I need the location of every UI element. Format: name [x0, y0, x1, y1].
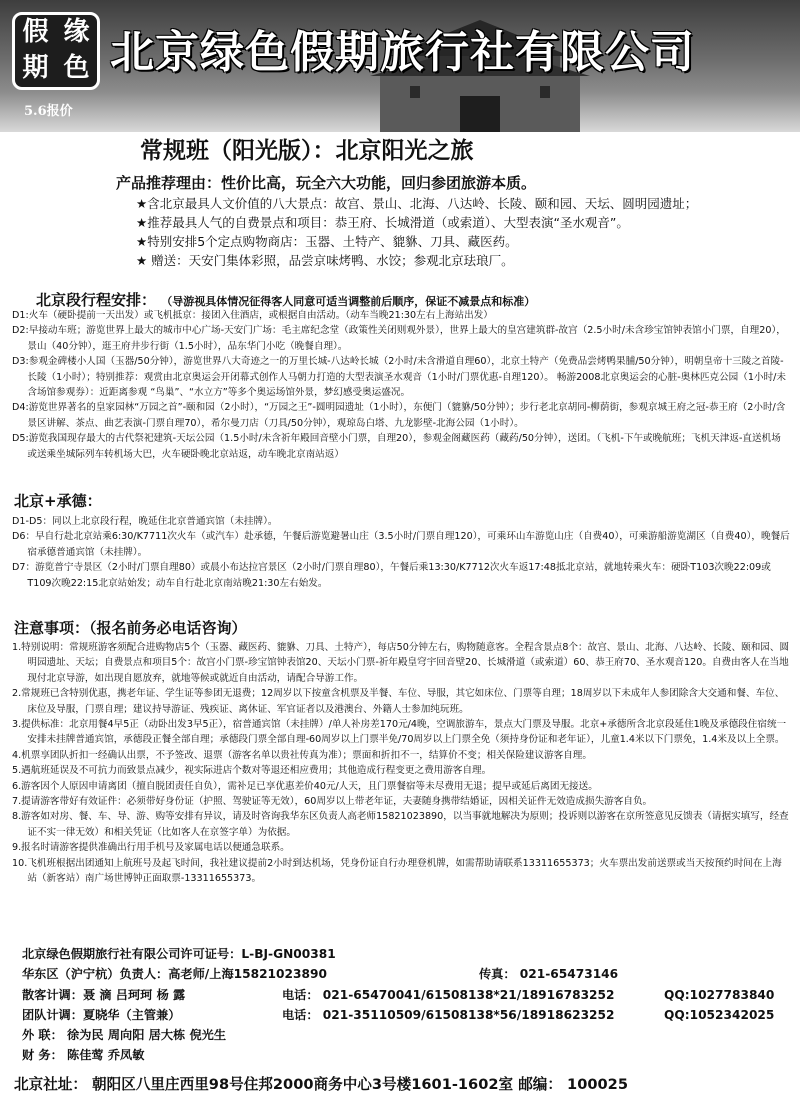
itinerary-heading: [36, 289, 535, 310]
note-item: 3.提供标准：北京用餐4早5正（动卧出发3早5正），宿普通宾馆（未挂牌）/单人补房差170元/4晚，空调旅游车，景点大门票及导服。北京+承德所含北京段延住1晚及承德段住宿统一安排未挂牌普通宾馆，承德段正餐全部自理；承德段门票全部自理-60周岁以上门票半免/70周岁以上门票全免（须持身份证和老年证），儿童1.4米以下门票免，1.4米及以上全票。: [12, 719, 787, 746]
note-item: 1.特别说明：常规班游客须配合进购物店5个（玉器、藏医药、貔貅、刀具、土特产），每店50分钟左右，购物随意客。全程含景点8个：故宫、景山、北海、八达岭、长陵、颐和园、圆明园遗址、天坛；自费景点和项目5个：故宫小门票-珍宝馆钟表馆20、天坛小门票-祈年殿皇穹宇回音壁20、长城滑道（或索道）60、恭王府70、圣水观音120。自费由客人在当地现付北京导游，如出现自愿放弃，就地等候或就近自由活动，请配合导游工作。: [12, 642, 790, 684]
office-address: 北京社址： 朝阳区八里庄西里98号住邦2000商务中心3号楼1601-1602室 邮编： 100025: [14, 1076, 628, 1093]
east-region-row: [22, 964, 792, 984]
note-item: 6.游客因个人原因申请离团（擅自脱团责任自负），需补足已享优惠差价40元/人天，且门票餐宿等未尽费用无退；提早或延后离团无接送。: [12, 780, 598, 792]
highlight-list: [136, 194, 792, 270]
itinerary-note: （导游视具体情况征得客人同意可适当调整前后顺序，保证不减景点和标准）: [161, 295, 536, 308]
note-item: 10.飞机班根据出团通知上航班号及起飞时间，我社建议提前2小时到达机场，凭身份证自行办理登机牌，如需帮助请联系13311655373；火车票出发前送票或当天按预约时间在上海站（新客站）南广场世博钟正面取票-13311655373。: [12, 857, 782, 885]
group-label: 团队计调：: [22, 1007, 83, 1022]
license-number: 北京绿色假期旅行社有限公司许可证号：L-BJ-GN00381: [22, 947, 336, 961]
license-row: [22, 944, 792, 964]
day-item: D4:游览世界著名的皇家园林“万园之首”-颐和园（2小时），“万园之王”-圆明园遗址（1小时），东便门（貔貅/50分钟）；步行老北京胡同-柳荫街，参观京城王府之冠-恭王府（2小时/含景区讲解、茶点、曲艺表演-门票自理70），希尔曼刀店（刀具/50分钟），观琼岛白塔、九龙影壁-北海公园（1小时）。: [12, 402, 786, 429]
notes-heading: 注意事项：（报名前务必电话咨询）: [14, 619, 247, 637]
note-item: 4.机票享团队折扣一经确认出票，不予签改、退票（游客名单以贵社传真为准）；票面和折扣不一，结算价不变；相关保险建议游客自理。: [12, 749, 592, 761]
price-date-tag: 5.6报价: [24, 104, 73, 119]
highlight-item: ★特别安排5个定点购物商店：玉器、土特产、貔貅、刀具、藏医药。: [136, 234, 518, 249]
note-item: 7.提请游客带好有效证件：必须带好身份证（护照、驾驶证等无效），60周岁以上带老年证，夫妻随身携带结婚证，因相关证件无效造成损失游客自负。: [12, 796, 653, 808]
group-qq: QQ:1052342025: [664, 1007, 775, 1022]
east-region-contact: 高老师/上海15821023890: [168, 967, 327, 982]
note-item: 8.游客如对房、餐、车、导、游、购等安排有异议，请及时咨询我华东区负责人高老师15821023890，以当事就地解决为原则；投诉则以游客在京所签意见反馈表（请据实填写，经查证不实一律无效）和相关凭证（比如客人在京签字单）为依据。: [12, 811, 789, 838]
finance-row: [22, 1045, 792, 1065]
brand-logo: [12, 12, 100, 90]
highlight-item: ★含北京最具人文价值的八大景点：故宫、景山、北海、八达岭、长陵、颐和园、天坛、圆明园遗址；: [136, 196, 698, 211]
highlight-item: ★推荐最具人气的自费景点和项目：恭王府、长城滑道（或索道）、大型表演“圣水观音”。: [136, 215, 629, 230]
recommend-reason: 产品推荐理由：性价比高，玩全六大功能，回归参团旅游本质。: [116, 174, 537, 192]
individual-label: 散客计调：: [22, 987, 83, 1002]
day-item: D3:参观金碑楼小人国（玉器/50分钟），游览世界八大奇迹之一的万里长城-八达岭长城（2小时/未含滑道自理60），北京土特产（免费品尝烤鸭果脯/50分钟），明朝皇帝十三陵之首陵-长陵（1小时）；特别推荐：观赏由北京奥运会开闭幕式创作人马朝力打造的大型表演圣水观音（1小时/门票优惠-自理120）。 畅游2008北京奥运会的心脏-奥林匹克公园（1小时/未含场馆参观券）：近距离参观 “鸟巢”、“水立方”等多个奥运场馆外景，梦幻感受奥运盛况。: [12, 356, 786, 399]
contact-footer: [22, 944, 792, 1066]
note-item: 5.遇航班延误及不可抗力而致景点减少，视实际进店个数对等退还相应费用；其他造成行程变更之费用游客自理。: [12, 765, 492, 777]
liaison-names: 外 联： 徐为民 周向阳 居大栋 倪光生: [22, 1028, 227, 1043]
day-item: D5:游览我国现存最大的古代祭祀建筑-天坛公园（1.5小时/未含祈年殿回音壁小门票，自理20），参观金阁藏医药（藏药/50分钟），送团。（飞机-下午或晚航班；飞机天津返-直送机场或送乘坐城际列车转机场大巴，火车硬卧晚北京站返，动车晚北京南站返）: [12, 433, 781, 460]
note-item: 2.常规班已含特别优惠，携老年证、学生证等参团无退费；12周岁以下按童含机票及半餐、车位、导服，其它如床位、门票等自理；18周岁以下未成年人参团除含大交通和餐、车位、床位及导服，门票自理；建议持导游证、残疾证、离休证、军官证者以及港澳台、外籍人士参加纯玩班。: [12, 688, 785, 715]
group-names: 夏晓华（主管兼）: [82, 1007, 181, 1022]
liaison-row: [22, 1025, 792, 1045]
company-name: 北京绿色假期旅行社有限公司: [110, 27, 695, 78]
notes-list: [12, 640, 790, 887]
logo-char: 缘: [63, 17, 90, 47]
day-item: D7：游览普宁寺景区（2小时/门票自理80）或晨小布达拉宫景区（2小时/门票自理80），午餐后乘13:30/K7712次火车返17:48抵北京站，就地转乘火车：硬卧T103次晚22:09或T109次晚22:15北京站始发；动车自行赴北京南站晚21:30左右始发。: [12, 562, 771, 589]
fax-number: 传真： 021-65473146: [479, 967, 619, 982]
finance-names: 财 务： 陈佳莺 乔凤敏: [22, 1048, 145, 1063]
itinerary-heading-text: 北京段行程安排：: [36, 291, 157, 309]
note-item: 9.报名时请游客提供准确出行用手机号及家属电话以便通急联系。: [12, 842, 290, 854]
individual-row: [22, 985, 792, 1005]
group-row: [22, 1005, 792, 1025]
individual-names: 聂 滴 吕珂珂 杨 露: [82, 987, 186, 1002]
east-region-label: 华东区（沪宁杭）负责人：: [22, 967, 169, 982]
day-item: D2:早接动车班；游览世界上最大的城市中心广场-天安门广场：毛主席纪念堂（政策性关闭则观外景），世界上最大的皇宫建筑群-故宫（2.5小时/未含珍宝馆钟表馆小门票，自理20），景山（40分钟），逛王府井步行街（1.5小时），品东华门小吃（晚餐自理）。: [12, 325, 786, 352]
individual-phone: 电话： 021-65470041/61508138*21/18916783252: [282, 987, 615, 1002]
tour-title: 常规班（阳光版）：北京阳光之旅: [140, 138, 474, 164]
group-phone: 电话： 021-35110509/61508138*56/18918623252: [282, 1007, 615, 1022]
day-item: D1-D5：同以上北京段行程，晚延住北京普通宾馆（未挂牌）。: [12, 516, 278, 527]
itinerary-days: [12, 308, 790, 462]
header-banner: [0, 0, 800, 132]
logo-char: 假: [22, 17, 49, 47]
highlight-item: ★ 赠送：天安门集体彩照，品尝京味烤鸭、水饺；参观北京珐琅厂。: [136, 253, 514, 268]
chengde-heading: 北京+承德：: [14, 492, 102, 510]
logo-char: 色: [63, 53, 90, 83]
day-item: D6：早自行赴北京站乘6:30/K7711次火车（或汽车）赴承德，午餐后游览避暑山庄（3.5小时/门票自理120），可乘环山车游览山庄（自费40），可乘游船游览湖区（自费40），晚餐后宿承德普通宾馆（未挂牌）。: [12, 531, 790, 558]
chengde-days: [12, 514, 790, 591]
individual-qq: QQ:1027783840: [664, 987, 775, 1002]
day-item: D1:火车（硬卧提前一天出发）或飞机抵京：接团入住酒店，或根据自由活动。（动车当晚21:30左右上海站出发）: [12, 310, 493, 321]
logo-char: 期: [22, 53, 49, 83]
